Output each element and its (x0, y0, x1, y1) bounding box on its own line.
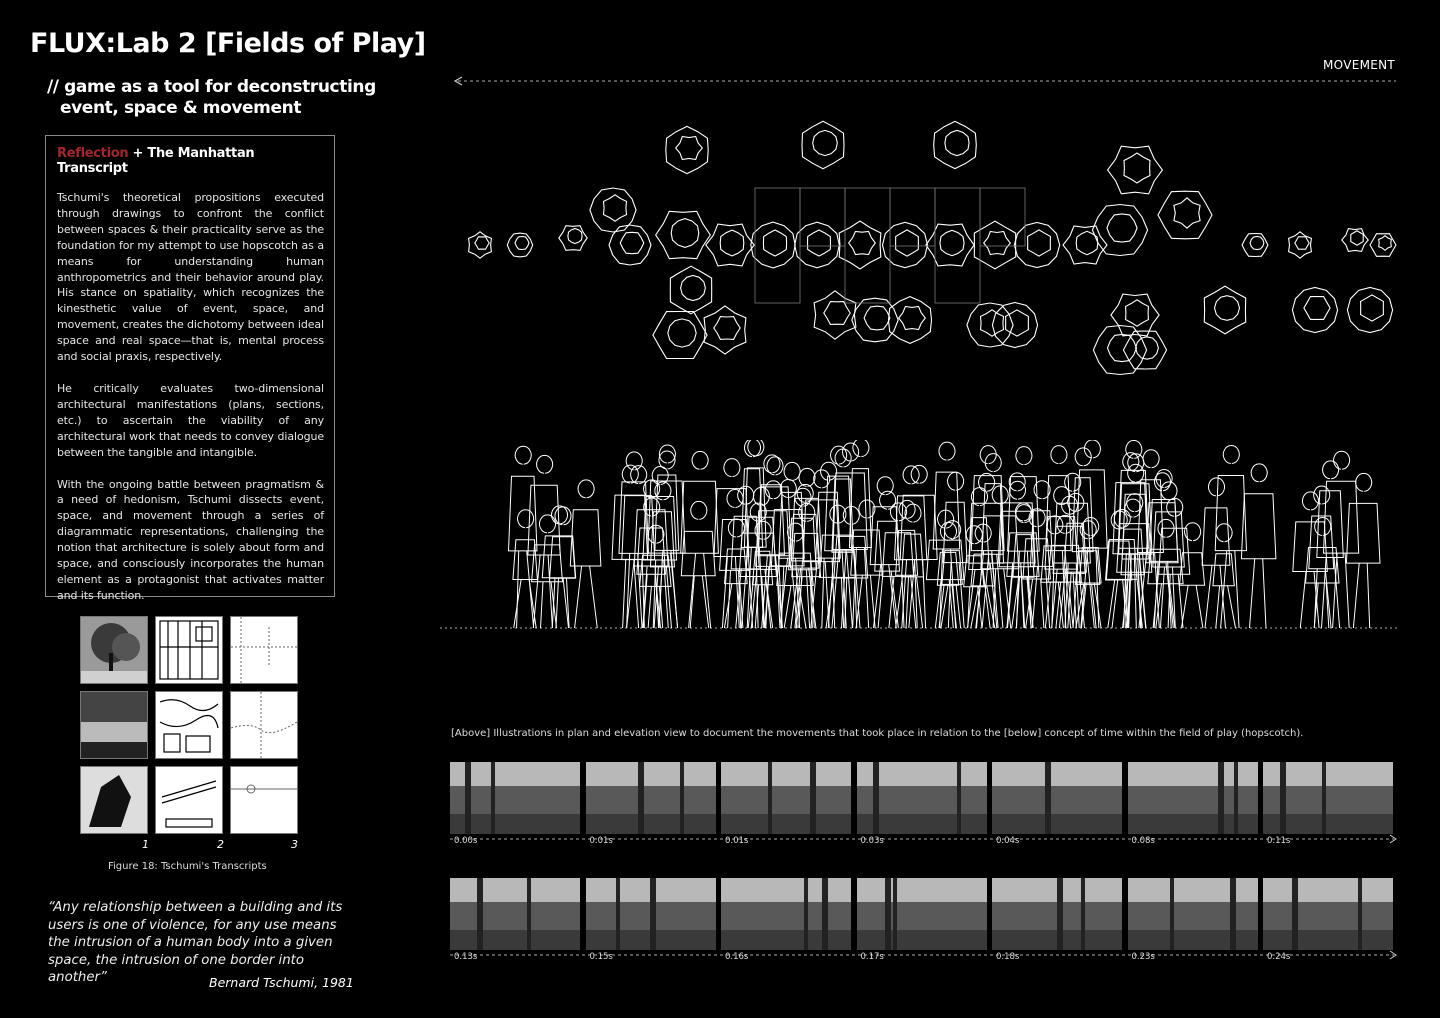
plan-figure-head (1136, 337, 1159, 359)
plan-figure-head (984, 232, 1011, 255)
plan-figure (670, 266, 711, 314)
plan-figure (1014, 223, 1059, 268)
elevation-figure (513, 510, 538, 628)
subtitle-line-1: // game as a tool for deconstructing (47, 77, 376, 97)
plan-figure-head (568, 229, 582, 244)
timeline-label: 0.04s (996, 836, 1020, 846)
film-frame (721, 878, 851, 950)
timeline-label: 0.00s (454, 836, 478, 846)
film-frame (857, 762, 987, 834)
plan-figure-head (1124, 153, 1150, 183)
plan-figure (666, 126, 708, 173)
plan-figure (706, 224, 754, 266)
plan-figure (926, 224, 974, 266)
transcript-photo-tree (80, 616, 148, 684)
timeline-labels-2 (454, 952, 1394, 964)
plan-figure-head (945, 130, 969, 155)
movement-arrow (450, 74, 1400, 88)
plan-figure (1292, 288, 1337, 333)
plan-figure (1092, 205, 1147, 256)
plan-figure (839, 221, 881, 269)
transcript-diagram-1 (230, 616, 298, 684)
plan-figure-head (1250, 236, 1264, 249)
plan-figure-head (813, 130, 838, 155)
transcript-plan-2 (155, 691, 223, 759)
page-subtitle (47, 77, 376, 119)
film-frame (1263, 878, 1393, 950)
plan-figure (889, 297, 932, 344)
plan-figure-head (1304, 297, 1330, 320)
plan-figure-head (1107, 214, 1137, 242)
grid-column-number: 3 (291, 838, 298, 851)
film-frame (1128, 878, 1258, 950)
elevation-figure (1180, 523, 1205, 628)
film-frame (721, 762, 851, 834)
elevation-figure (509, 446, 538, 628)
plan-figure-head (1174, 198, 1200, 228)
plan-figure-head (940, 230, 964, 255)
plan-figure-head (475, 237, 489, 249)
timeline-label: 0.16s (725, 952, 749, 962)
reflection-box (45, 135, 335, 602)
elevation-figure (1148, 519, 1183, 628)
film-frame (450, 878, 580, 950)
plan-figure (974, 221, 1015, 269)
plan-figure (656, 211, 711, 258)
grid-column-number: 2 (217, 838, 224, 851)
elevation-figure (1293, 492, 1328, 628)
timeline-label: 0.03s (860, 836, 884, 846)
movement-caption: [Above] Illustrations in plan and elevation view to document the movements that took place in relation to the [below] concept of time within the field of play (hopscotch). (451, 728, 1304, 739)
film-frame (1128, 762, 1258, 834)
timeline-label: 0.18s (996, 952, 1020, 962)
timeline-label: 0.23s (1131, 952, 1155, 962)
plan-figure (883, 222, 928, 267)
plan-view-illustration (455, 110, 1405, 400)
plan-figure-head (763, 230, 786, 256)
plan-figure (1093, 326, 1146, 375)
figure-caption: Figure 18: Tschumi's Transcripts (108, 861, 267, 872)
film-frame (992, 878, 1122, 950)
reflection-heading-rest: + The Manhattan Transcript (57, 146, 255, 176)
plan-figure (802, 121, 844, 168)
film-frame (1263, 762, 1393, 834)
reflection-paragraph: He critically evaluates two-dimensional architectural manifestations (plans, sections, etc.) to ascertain the viability of any architectural work that needs to convey dialogue between the tangible and intangible. (57, 381, 324, 459)
film-frame (992, 762, 1122, 834)
plan-figure-head (1379, 236, 1392, 251)
plan-figure-head (1295, 237, 1309, 249)
reflection-paragraph: With the ongoing battle between pragmatism & a need of hedonism, Tschumi dissects event, space, and movement through a series of diagrammatic representations, challenging the notion that architecture is solely about form and space, and consciously incorporates the human element as a protagonist that activates matter and its function. (57, 477, 324, 602)
transcript-photo-figure (80, 766, 148, 834)
timeline-label: 0.17s (860, 952, 884, 962)
reflection-heading (57, 146, 324, 176)
film-frame (586, 762, 716, 834)
plan-figure (795, 222, 840, 268)
plan-figure-head (720, 230, 744, 256)
timeline-label: 0.11s (1267, 836, 1291, 846)
plan-figure-head (671, 219, 699, 248)
plan-figure (751, 222, 795, 268)
plan-figure-head (1108, 334, 1137, 361)
timeline-label: 0.15s (589, 952, 613, 962)
plan-figure-head (676, 137, 703, 160)
film-strip-2 (450, 878, 1397, 950)
plan-figure-head (896, 230, 919, 256)
timeline-label: 0.01s (725, 836, 749, 846)
transcript-plan-1 (155, 616, 223, 684)
timeline-label: 0.13s (454, 952, 478, 962)
transcript-plan-3 (155, 766, 223, 834)
reflection-heading-highlight: Reflection (57, 146, 129, 161)
film-frame (586, 878, 716, 950)
transcript-diagram-3 (230, 766, 298, 834)
movement-label: MOVEMENT (1323, 58, 1396, 72)
film-strip-1 (450, 762, 1397, 834)
plan-figure (1347, 288, 1392, 333)
timeline-label: 0.24s (1267, 952, 1291, 962)
elevation-figure (982, 454, 1003, 628)
plan-figure-head (1126, 300, 1149, 326)
elevation-figure (1346, 473, 1380, 628)
plan-figure-head (1351, 231, 1363, 245)
plan-figure (653, 312, 707, 359)
film-frame (857, 878, 987, 950)
plan-figure (814, 291, 856, 339)
film-frame (450, 762, 580, 834)
plan-figure-head (1361, 295, 1384, 321)
elevation-view-illustration (440, 440, 1400, 650)
transcript-photo-river (80, 691, 148, 759)
plan-figure-head (808, 230, 831, 256)
plan-figure (934, 121, 977, 168)
elevation-figure (681, 501, 715, 628)
elevation-figure (900, 465, 937, 628)
timeline-label: 0.01s (589, 836, 613, 846)
plan-figure-head (849, 232, 876, 255)
plan-figure-head (515, 237, 529, 250)
plan-figure-head (681, 276, 706, 301)
quote-text: “Any relationship between a building and its users is one of violence, for any use means the intrusion of a human body into a given space, the intrusion of one border into another” (48, 900, 343, 985)
quote-author: Bernard Tschumi, 1981 (209, 975, 354, 990)
plan-figure (992, 303, 1037, 348)
plan-figure-head (981, 310, 1004, 336)
plan-figure-head (899, 307, 926, 330)
subtitle-line-2: event, space & movement (60, 98, 302, 118)
transcripts-figure (80, 616, 298, 834)
plan-figure-head (620, 232, 644, 253)
plan-figure-head (824, 302, 850, 325)
elevation-figure (724, 519, 747, 628)
plan-figure (1108, 146, 1163, 194)
elevation-figure (1202, 478, 1230, 628)
plan-figure-head (668, 319, 696, 347)
timeline-labels-1 (454, 836, 1394, 848)
plan-figure (609, 225, 651, 265)
page-title: FLUX:Lab 2 [Fields of Play] (30, 28, 426, 59)
plan-figure-head (714, 317, 740, 340)
reflection-paragraph: Tschumi's theoretical propositions executed through drawings to confront the conflict between spaces & their practicality serve as the foundation for my attempt to use hopscotch as a means for understanding human anthropometrics and their behavior around play. His stance on spatiality, which recognizes the kinesthetic value of event, space, and movement, creates the dichotomy between ideal space and real space—that is, mental process and social praxis, respectively. (57, 191, 324, 364)
transcript-diagram-2 (230, 691, 298, 759)
plan-figure (852, 298, 898, 342)
plan-figure-head (1215, 296, 1240, 321)
plan-figure-head (1028, 230, 1051, 256)
plan-figure (704, 306, 746, 354)
timeline-label: 0.08s (1131, 836, 1155, 846)
elevation-figure (570, 480, 601, 628)
plan-figure-head (604, 195, 627, 221)
plan-figure (1158, 191, 1212, 239)
plan-figure-head (864, 306, 890, 330)
grid-column-number: 1 (142, 838, 149, 851)
